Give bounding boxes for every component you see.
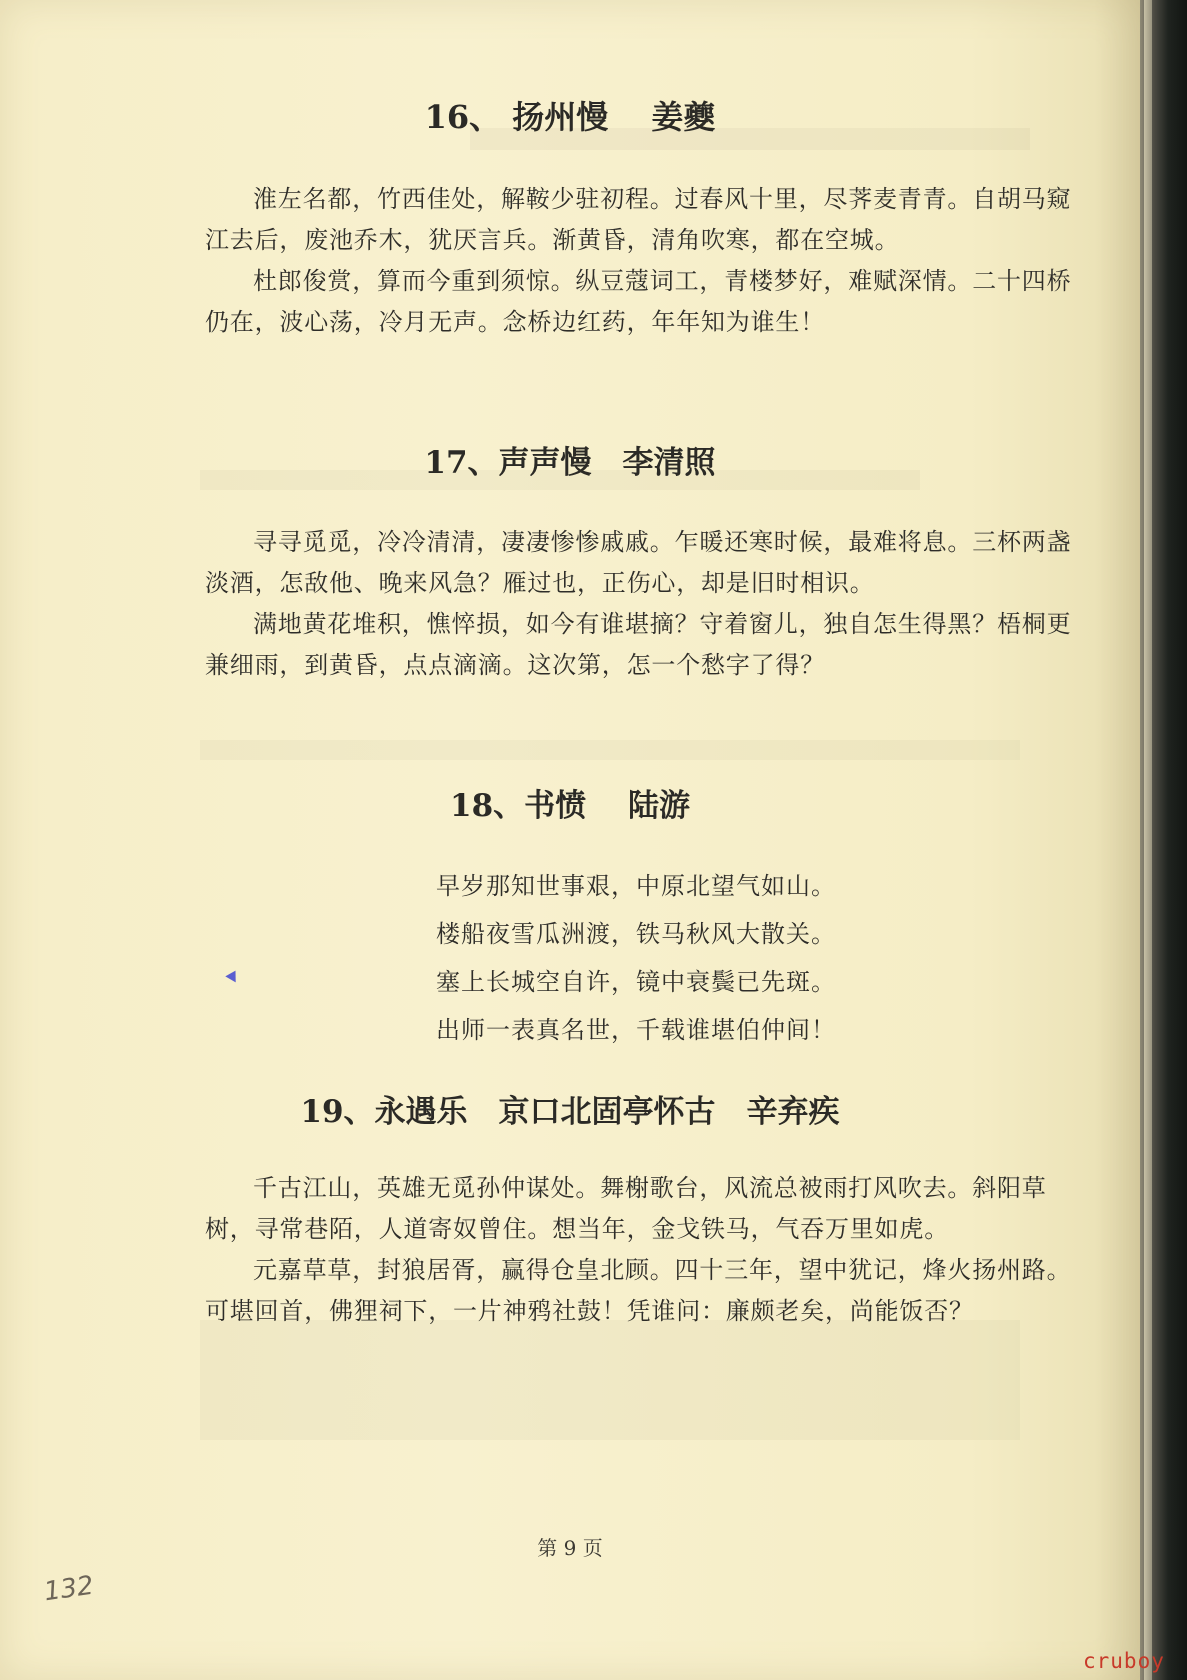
ink-mark: [225, 968, 240, 983]
section-title: 16、 扬州慢 姜夔: [424, 98, 716, 136]
poem-line: 楼船夜雪瓜洲渡，铁马秋风大散关。: [436, 920, 836, 948]
page-edge: [1144, 0, 1152, 1680]
bleed-through-shadow: [200, 1320, 1020, 1440]
handwritten-page-annotation: 132: [42, 1570, 96, 1608]
section-body: [205, 179, 1083, 343]
bleed-through-shadow: [200, 740, 1020, 760]
section-body: [205, 1168, 1083, 1332]
section-body: [205, 522, 1083, 686]
poem-line: 塞上长城空自许，镜中衰鬓已先斑。: [436, 968, 836, 996]
section-title: 19、永遇乐 京口北固亭怀古 辛弃疾: [300, 1094, 840, 1130]
book-binding: [1140, 0, 1187, 1680]
poem-body: [436, 862, 836, 1054]
paragraph: 寻寻觅觅，冷冷清清，凄凄惨惨戚戚。乍暖还寒时候，最难将息。三杯两盏淡酒，怎敌他、晚来风急？雁过也，正伤心，却是旧时相识。: [205, 528, 1072, 597]
paragraph: 杜郎俊赏，算而今重到须惊。纵豆蔻词工，青楼梦好，难赋深情。二十四桥仍在，波心荡，冷月无声。念桥边红药，年年知为谁生！: [205, 267, 1072, 336]
page-number: 第 9 页: [537, 1536, 603, 1560]
section-title: 18、书愤 陆游: [450, 788, 690, 824]
paragraph: 元嘉草草，封狼居胥，赢得仓皇北顾。四十三年，望中犹记，烽火扬州路。可堪回首，佛狸祠下，一片神鸦社鼓！凭谁问：廉颇老矣，尚能饭否？: [205, 1256, 1072, 1325]
poem-line: 早岁那知世事艰，中原北望气如山。: [436, 872, 836, 900]
section-title: 17、声声慢 李清照: [424, 445, 716, 481]
paragraph: 千古江山，英雄无觅孙仲谋处。舞榭歌台，风流总被雨打风吹去。斜阳草树，寻常巷陌，人道寄奴曾住。想当年，金戈铁马，气吞万里如虎。: [205, 1174, 1047, 1243]
poem-line: 出师一表真名世，千载谁堪伯仲间！: [436, 1016, 836, 1044]
watermark: cruboy: [1083, 1649, 1165, 1673]
paragraph: 淮左名都，竹西佳处，解鞍少驻初程。过春风十里，尽荠麦青青。自胡马窥江去后，废池乔木，犹厌言兵。渐黄昏，清角吹寒，都在空城。: [205, 185, 1072, 254]
paragraph: 满地黄花堆积，憔悴损，如今有谁堪摘？守着窗儿，独自怎生得黑？梧桐更兼细雨，到黄昏，点点滴滴。这次第，怎一个愁字了得？: [205, 610, 1072, 679]
